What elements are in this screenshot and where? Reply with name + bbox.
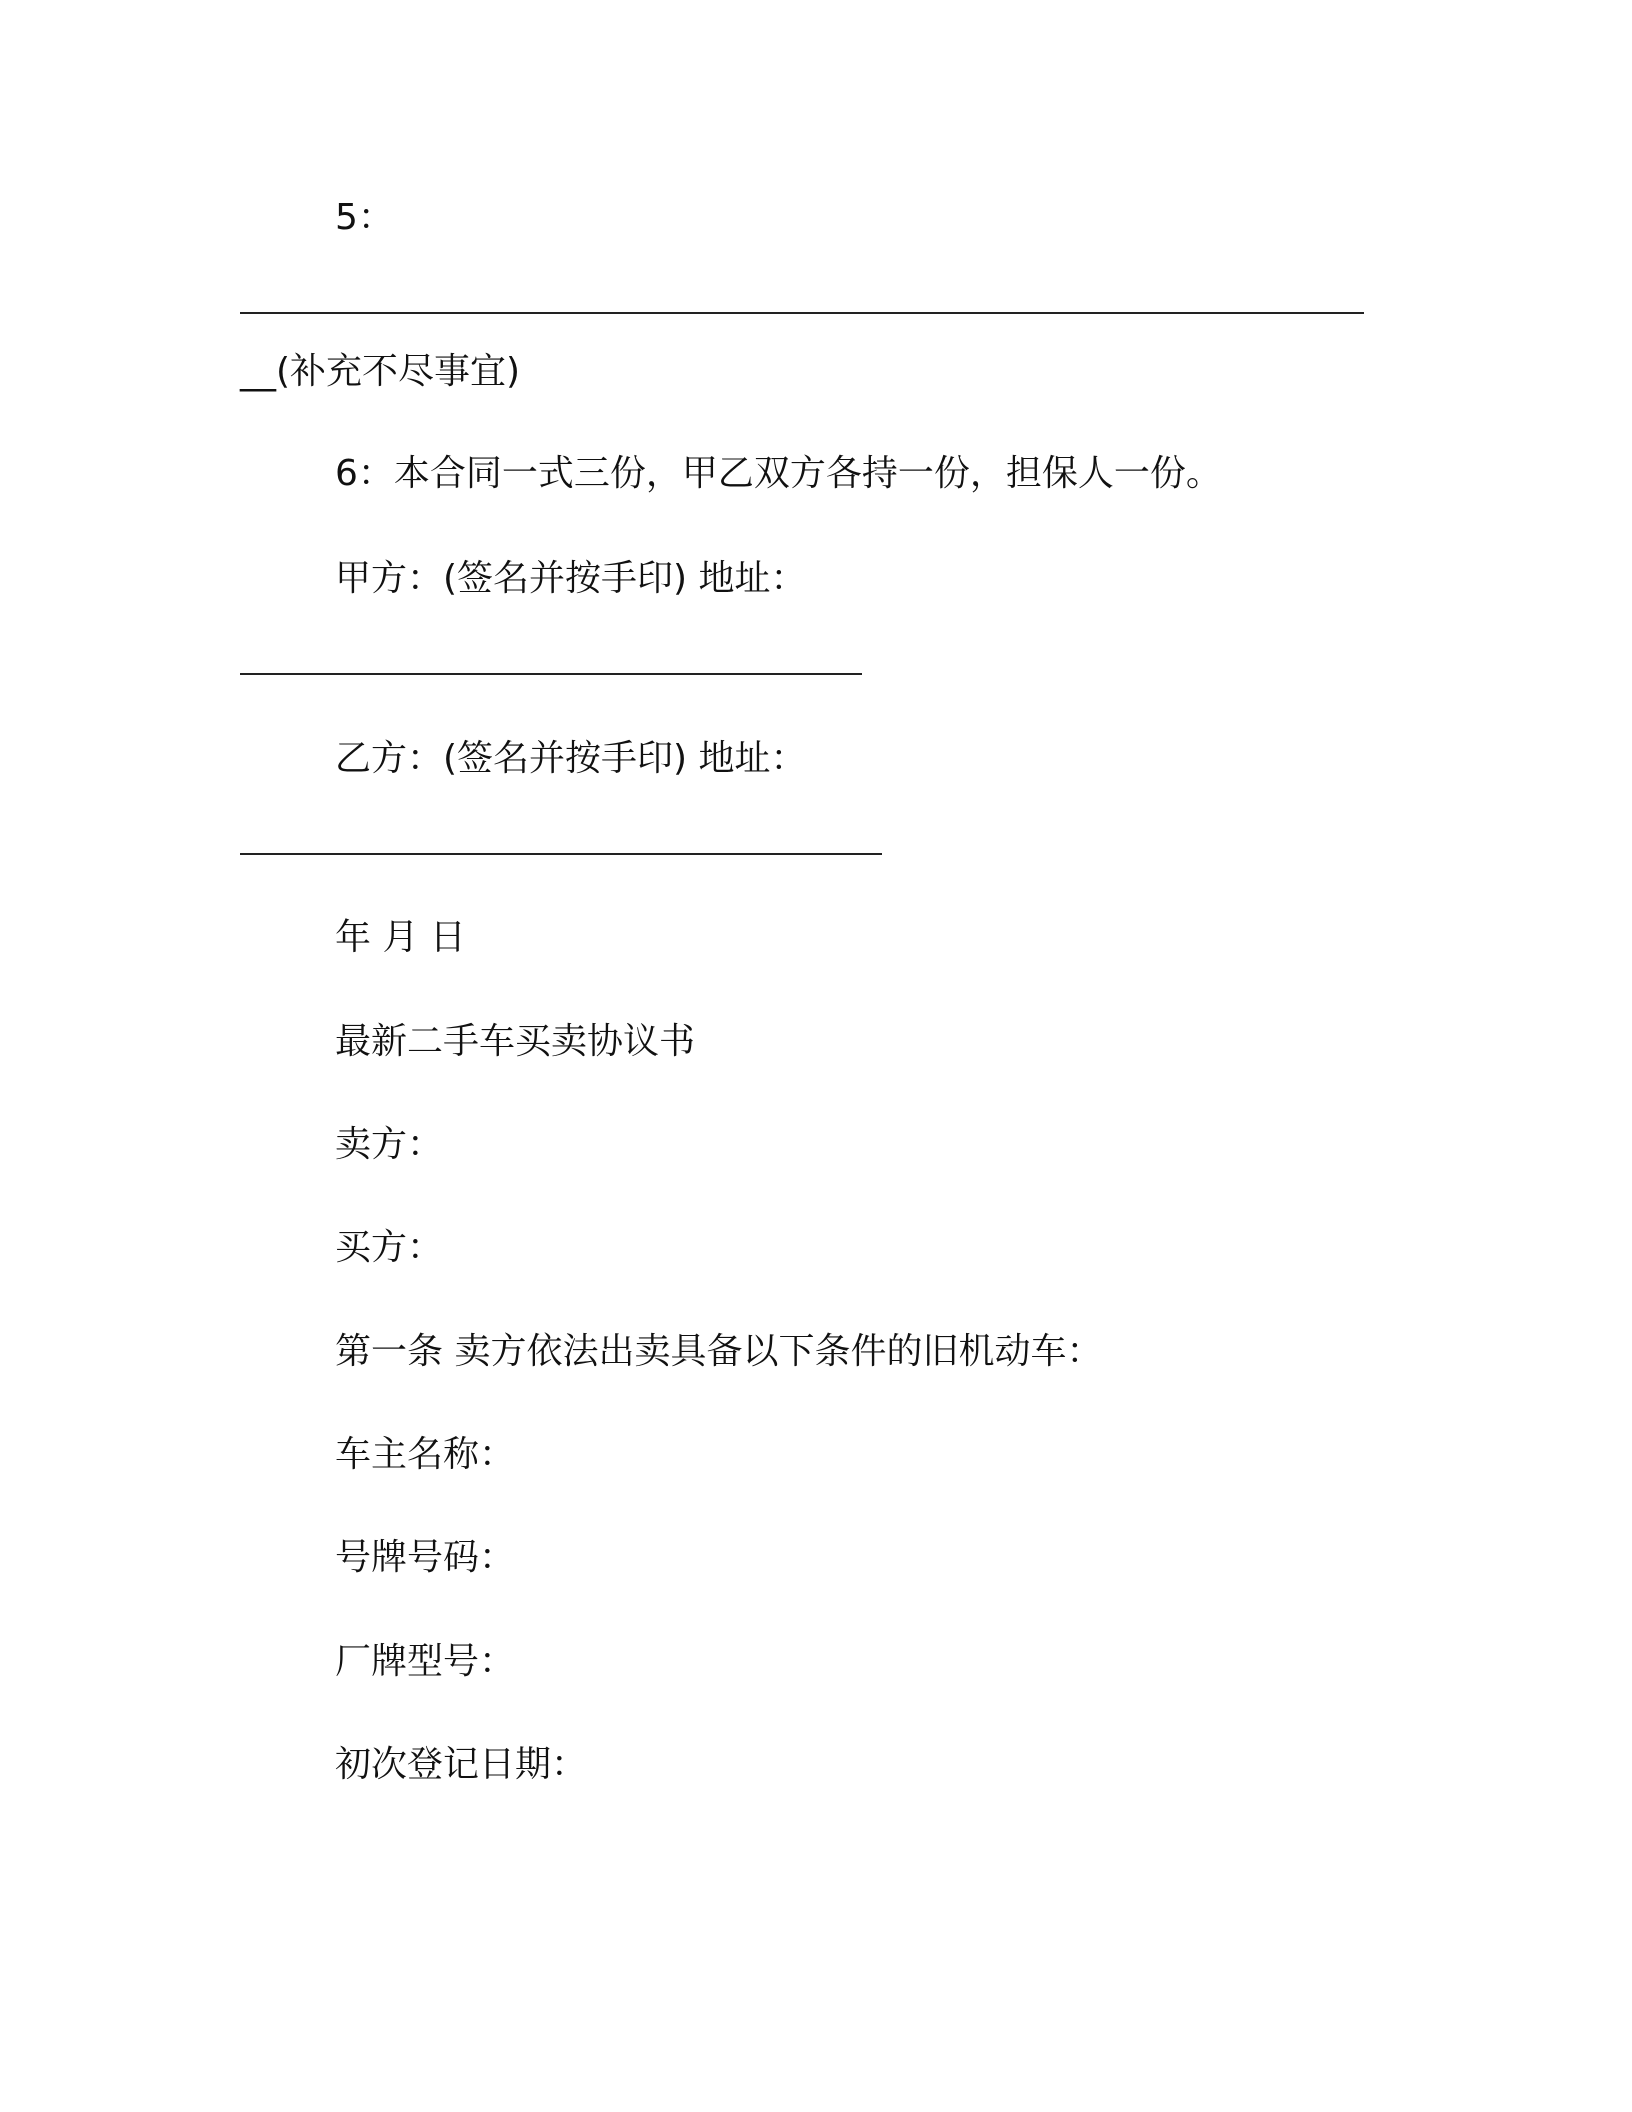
clause-6: 6：本合同一式三份，甲乙双方各持一份，担保人一份。 (335, 453, 1222, 494)
party-a-signature: 甲方：(签名并按手印) 地址： (335, 558, 807, 599)
party-a-address-blank-line (240, 673, 862, 675)
date-line: 年 月 日 (335, 917, 466, 958)
party-b-address-blank-line (240, 853, 882, 855)
article-1: 第一条 卖方依法出卖具备以下条件的旧机动车： (335, 1331, 1103, 1372)
seller-label: 卖方： (335, 1124, 444, 1165)
owner-name-label: 车主名称： (335, 1434, 516, 1475)
first-registration-label: 初次登记日期： (335, 1744, 588, 1785)
clause-5-supplement: __(补充不尽事宜) (240, 351, 521, 392)
brand-model-label: 厂牌型号： (335, 1641, 516, 1682)
party-b-signature: 乙方：(签名并按手印) 地址： (335, 738, 807, 779)
clause-5-blank-line (240, 312, 1364, 314)
clause-5-number: 5： (335, 197, 394, 238)
plate-number-label: 号牌号码： (335, 1537, 516, 1578)
buyer-label: 买方： (335, 1227, 444, 1268)
agreement-title: 最新二手车买卖协议书 (335, 1021, 696, 1062)
